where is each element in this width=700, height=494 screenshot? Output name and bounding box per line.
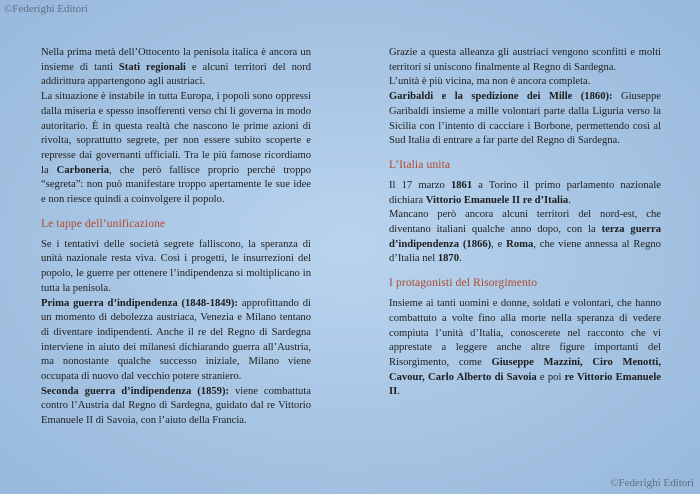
first-war-paragraph: Prima guerra d’indipendenza (1848-1849): approfittando di un momento di debolezza austriaca, Venezia e Milano tentano di diventare indipendenti. Anche il re del Regno di Sardegna interviene in aiuto dei milanesi dichiarando guerra all’Austria, ma nonostante qualche successo iniziale, Milano viene occupata di nuovo dal vecchio potere straniero.: [41, 297, 311, 383]
unity-closer-paragraph: L’unità è più vicina, ma non è ancora completa.: [389, 76, 591, 88]
situation-paragraph: La situazione è instabile in tutta Europa, i popoli sono oppressi dalla miseria e spesso insofferenti verso chi li governa in modo autoritario. È in questa realtà che nascono le prime azioni di rivolta, soprattutto segrete, per non essere subito scoperte e represse dai governanti ufficiali. Tra le più famose ricordiamo la Carboneria, che però fallisce proprio perché troppo “segreta”: non può manifestare troppo apertamente le sue idee e non riesce quindi a coinvolgere il popolo.: [41, 91, 311, 206]
hope-paragraph: Se i tentativi delle società segrete falliscono, la speranza di unità nazionale resta viva. Così i progetti, le insurrezioni del popolo, le guerre per ottenere l’indipendenza si moltiplicano in tutta la penisola.: [41, 238, 311, 294]
left-page: [41, 46, 311, 466]
garibaldi-paragraph: Garibaldi e la spedizione dei Mille (1860): Giuseppe Garibaldi insieme a mille volontari parte dalla Liguria verso la Sicilia con l’intento di cacciare i Borbone, permettendo così al Sud Italia di entrare a far parte del Regno di Sardegna.: [389, 91, 661, 147]
second-war-paragraph: Seconda guerra d’indipendenza (1859): viene combattuta contro l’Austria dal Regno di Sardegna, guidato dal re Vittorio Emanuele II di Savoia, con l’aiuto della Francia.: [41, 385, 311, 427]
section-heading-protagonisti: I protagonisti del Risorgimento: [389, 276, 538, 290]
parliament-paragraph: Il 17 marzo 1861 a Torino il primo parlamento nazionale dichiara Vittorio Emanuele II re d’Italia.: [389, 179, 661, 206]
watermark-top: ©Federighi Editori: [4, 3, 88, 15]
protagonists-paragraph: Insieme ai tanti uomini e donne, soldati e volontari, che hanno combattuto a volte fino alla morte nella speranza di vedere compiuta l’unità d’Italia, conoscerete nel racconto che vi apprestate a leggere anche altre figure importanti del Risorgimento, come Giuseppe Mazzini, Ciro Menotti, Cavour, Carlo Alberto di Savoia e poi re Vittorio Emanuele II.: [389, 298, 661, 398]
section-heading-tappe: Le tappe dell’unificazione: [41, 216, 166, 230]
right-page: [389, 46, 661, 466]
intro-paragraph: Nella prima metà dell’Ottocento la penisola italica è ancora un insieme di tanti Stati regionali e alcuni territori del nord addirittura appartengono agli austriaci.: [41, 47, 311, 88]
watermark-bottom: ©Federighi Editori: [610, 477, 694, 489]
alliance-paragraph: Grazie a questa alleanza gli austriaci vengono sconfitti e molti territori si uniscono finalmente al Regno di Sardegna.: [389, 47, 661, 73]
section-heading-italia-unita: L’Italia unita: [389, 157, 451, 171]
third-war-paragraph: Mancano però ancora alcuni territori del nord-est, che diventano italiani qualche anno dopo, con la terza guerra d’indipendenza (1866), e Roma, che viene annessa al Regno d’Italia nel 1870.: [389, 209, 661, 265]
